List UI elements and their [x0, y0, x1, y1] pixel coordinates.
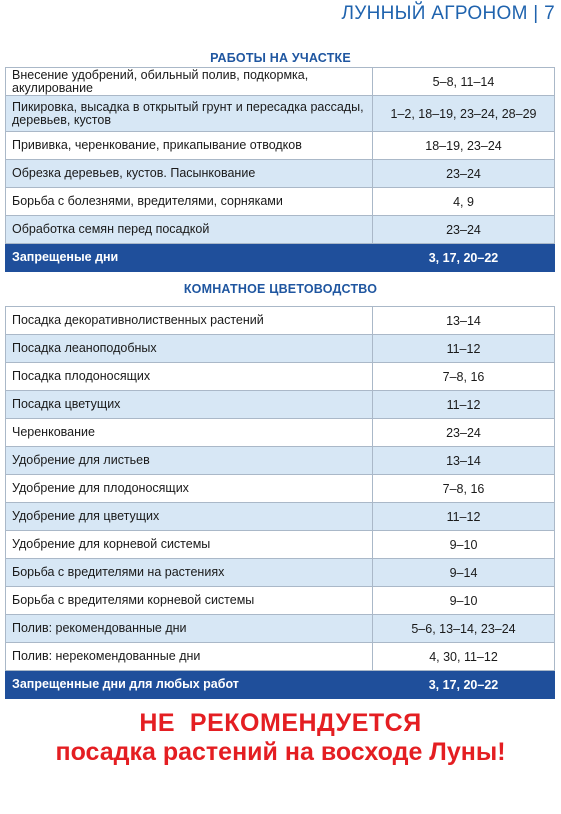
forbidden-days: 3, 17, 20–22: [373, 671, 555, 699]
work-label: Удобрение для корневой системы: [6, 531, 373, 559]
table-row: [6, 503, 555, 531]
table-row: [6, 475, 555, 503]
table-row: [6, 188, 555, 216]
work-days: 11–12: [373, 503, 555, 531]
work-days: 5–6, 13–14, 23–24: [373, 615, 555, 643]
work-label: Борьба с вредителями корневой системы: [6, 587, 373, 615]
work-label: Удобрение для листьев: [6, 447, 373, 475]
table-row: [6, 160, 555, 188]
garden-work-table: [5, 67, 555, 272]
table-row: [6, 419, 555, 447]
work-days: 11–12: [373, 391, 555, 419]
work-label: Прививка, черенкование, прикапывание отводков: [6, 132, 373, 160]
forbidden-days: 3, 17, 20–22: [373, 244, 555, 272]
work-days: 9–14: [373, 559, 555, 587]
table-row: [6, 559, 555, 587]
work-days: 18–19, 23–24: [373, 132, 555, 160]
indoor-section-title: КОМНАТНОЕ ЦВЕТОВОДСТВО: [183, 282, 378, 296]
work-label: Полив: рекомендованные дни: [6, 615, 373, 643]
work-days: 4, 30, 11–12: [373, 643, 555, 671]
work-label: Удобрение для плодоносящих: [6, 475, 373, 503]
work-label: Черенкование: [6, 419, 373, 447]
page-title: ЛУННЫЙ АГРОНОМ | 7: [341, 3, 555, 24]
table-row: [6, 615, 555, 643]
work-days: 1–2, 18–19, 23–24, 28–29: [373, 96, 555, 132]
table-row: [6, 363, 555, 391]
table-row: [6, 447, 555, 475]
work-days: 23–24: [373, 216, 555, 244]
garden-section-title: РАБОТЫ НА УЧАСТКЕ: [210, 51, 351, 65]
work-label: Борьба с болезнями, вредителями, сорняками: [6, 188, 373, 216]
table-row: [6, 96, 555, 132]
work-label: Обрезка деревьев, кустов. Пасынкование: [6, 160, 373, 188]
work-label: Обработка семян перед посадкой: [6, 216, 373, 244]
warning-line-2: посадка растений на восходе Луны!: [55, 738, 506, 766]
table-row: [6, 68, 555, 96]
table-row: [6, 307, 555, 335]
work-label: Пикировка, высадка в открытый грунт и пересадка рассады, деревьев, кустов: [6, 96, 373, 132]
work-label: Удобрение для цветущих: [6, 503, 373, 531]
indoor-work-table: [5, 306, 555, 699]
work-label: Полив: нерекомендованные дни: [6, 643, 373, 671]
work-days: 13–14: [373, 447, 555, 475]
work-label: Борьба с вредителями на растениях: [6, 559, 373, 587]
forbidden-label: Запрещенные дни для любых работ: [6, 671, 373, 699]
work-label: Посадка леаноподобных: [6, 335, 373, 363]
work-days: 23–24: [373, 160, 555, 188]
warning-notice: [0, 709, 561, 767]
table-row: [6, 391, 555, 419]
warning-line-1: НЕ РЕКОМЕНДУЕТСЯ: [139, 709, 422, 737]
forbidden-label: Запрещеные дни: [6, 244, 373, 272]
work-label: Посадка декоративнолиственных растений: [6, 307, 373, 335]
forbidden-days-row: [6, 671, 555, 699]
work-days: 23–24: [373, 419, 555, 447]
table-row: [6, 216, 555, 244]
table-row: [6, 643, 555, 671]
work-days: 7–8, 16: [373, 363, 555, 391]
forbidden-days-row: [6, 244, 555, 272]
work-days: 11–12: [373, 335, 555, 363]
table-row: [6, 132, 555, 160]
table-row: [6, 531, 555, 559]
work-days: 9–10: [373, 587, 555, 615]
work-label: Посадка плодоносящих: [6, 363, 373, 391]
page-header: [0, 0, 561, 32]
table-row: [6, 587, 555, 615]
work-days: 5–8, 11–14: [373, 68, 555, 96]
work-days: 13–14: [373, 307, 555, 335]
work-label: Внесение удобрений, обильный полив, подкормка, акулирование: [6, 68, 373, 96]
work-days: 7–8, 16: [373, 475, 555, 503]
work-days: 9–10: [373, 531, 555, 559]
table-row: [6, 335, 555, 363]
work-days: 4, 9: [373, 188, 555, 216]
work-label: Посадка цветущих: [6, 391, 373, 419]
